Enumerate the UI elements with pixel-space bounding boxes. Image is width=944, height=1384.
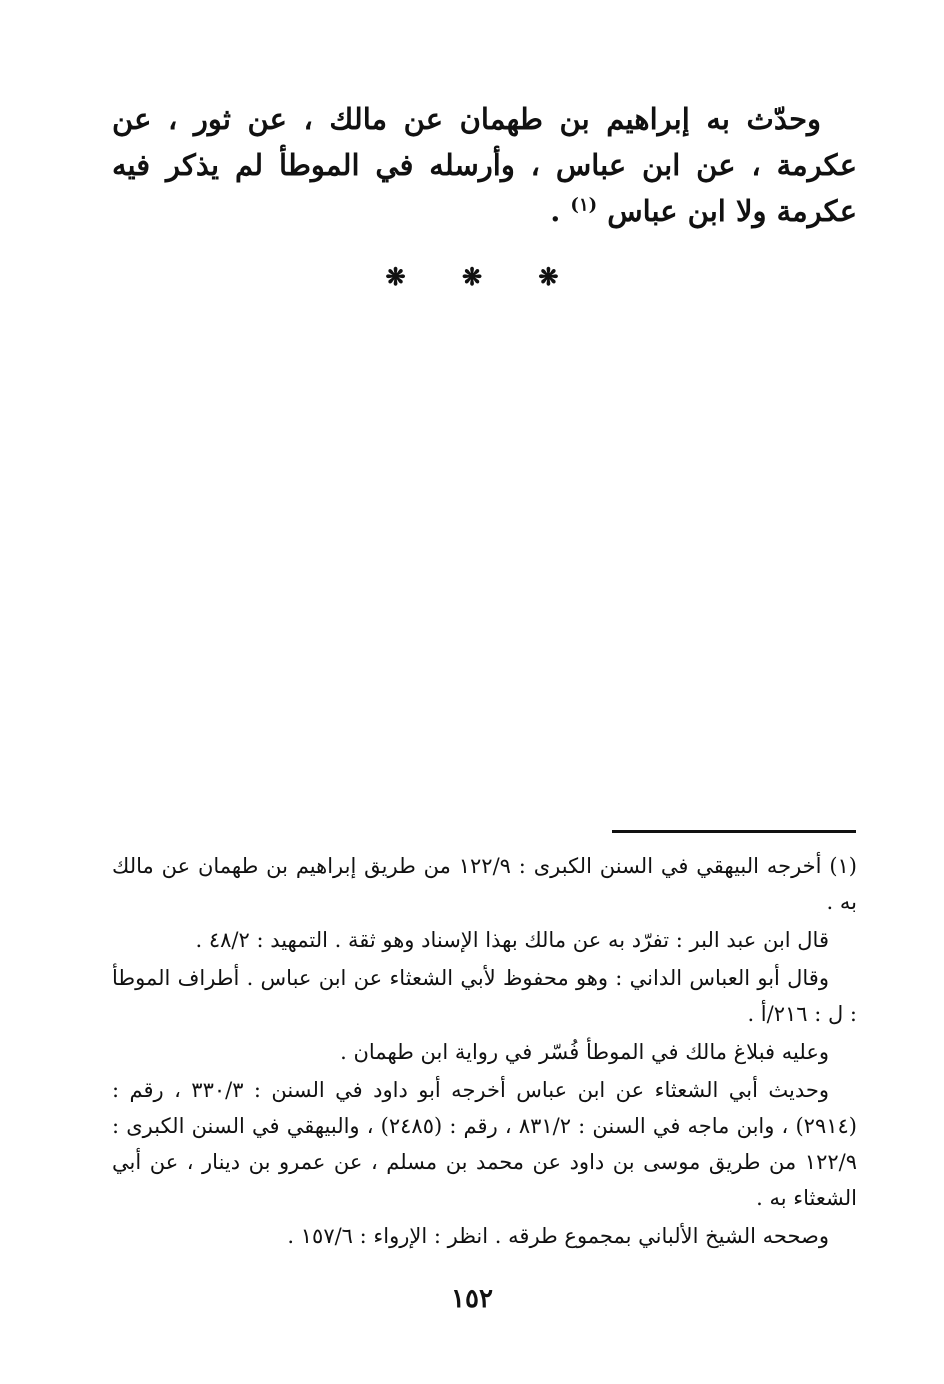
footnote-1-abu-shatha: وحديث أبي الشعثاء عن ابن عباس أخرجه أبو داود في السنن : ٣٣٠/٣ ، رقم : (٢٩١٤) ، وابن ماجه في السنن : ٨٣١/٢ ، رقم : (٢٤٨٥) ، والبيهقي في السنن الكبرى : ١٢٢/٩ من طريق موسى بن داود عن محمد بن مسلم ، عن عمرو بن دينار ، عن أبي الشعثاء به . <box>112 1078 857 1210</box>
separator-star-icon: ❋ <box>461 262 483 291</box>
section-separator <box>0 262 944 291</box>
separator-star-icon: ❋ <box>538 262 559 291</box>
footnotes-section <box>112 848 857 1256</box>
footnote-reference: (١) <box>570 194 598 216</box>
footnote-1-balagh: وعليه فبلاغ مالك في الموطأ فُسّر في رواية ابن طهمان . <box>340 1040 829 1064</box>
main-paragraph <box>112 96 857 234</box>
main-text-end: . <box>550 194 571 228</box>
footnote-divider <box>612 830 856 833</box>
separator-star-icon: ❋ <box>385 262 406 291</box>
main-paragraph-text <box>112 96 857 234</box>
footnote-1-source: (١) أخرجه البيهقي في السنن الكبرى : ١٢٢/٩ من طريق إبراهيم بن طهمان عن مالك به . <box>112 854 857 914</box>
footnote-1-ibn-abd-al-barr: قال ابن عبد البر : تفرّد به عن مالك بهذا الإسناد وهو ثقة . التمهيد : ٤٨/٢ . <box>195 928 829 952</box>
footnote-1-albani: وصححه الشيخ الألباني بمجموع طرقه . انظر : الإرواء : ١٥٧/٦ . <box>287 1224 829 1248</box>
footnote-1-al-dani: وقال أبو العباس الداني : وهو محفوظ لأبي الشعثاء عن ابن عباس . أطراف الموطأ : ل : ٢١٦/أ . <box>112 966 857 1026</box>
main-text-body: وحدّث به إبراهيم بن طهمان عن مالك ، عن ثور ، عن عكرمة ، عن ابن عباس ، وأرسله في الموطأ لم يذكر فيه عكرمة ولا ابن عباس <box>112 102 857 228</box>
page-number: ١٥٢ <box>451 1284 493 1314</box>
